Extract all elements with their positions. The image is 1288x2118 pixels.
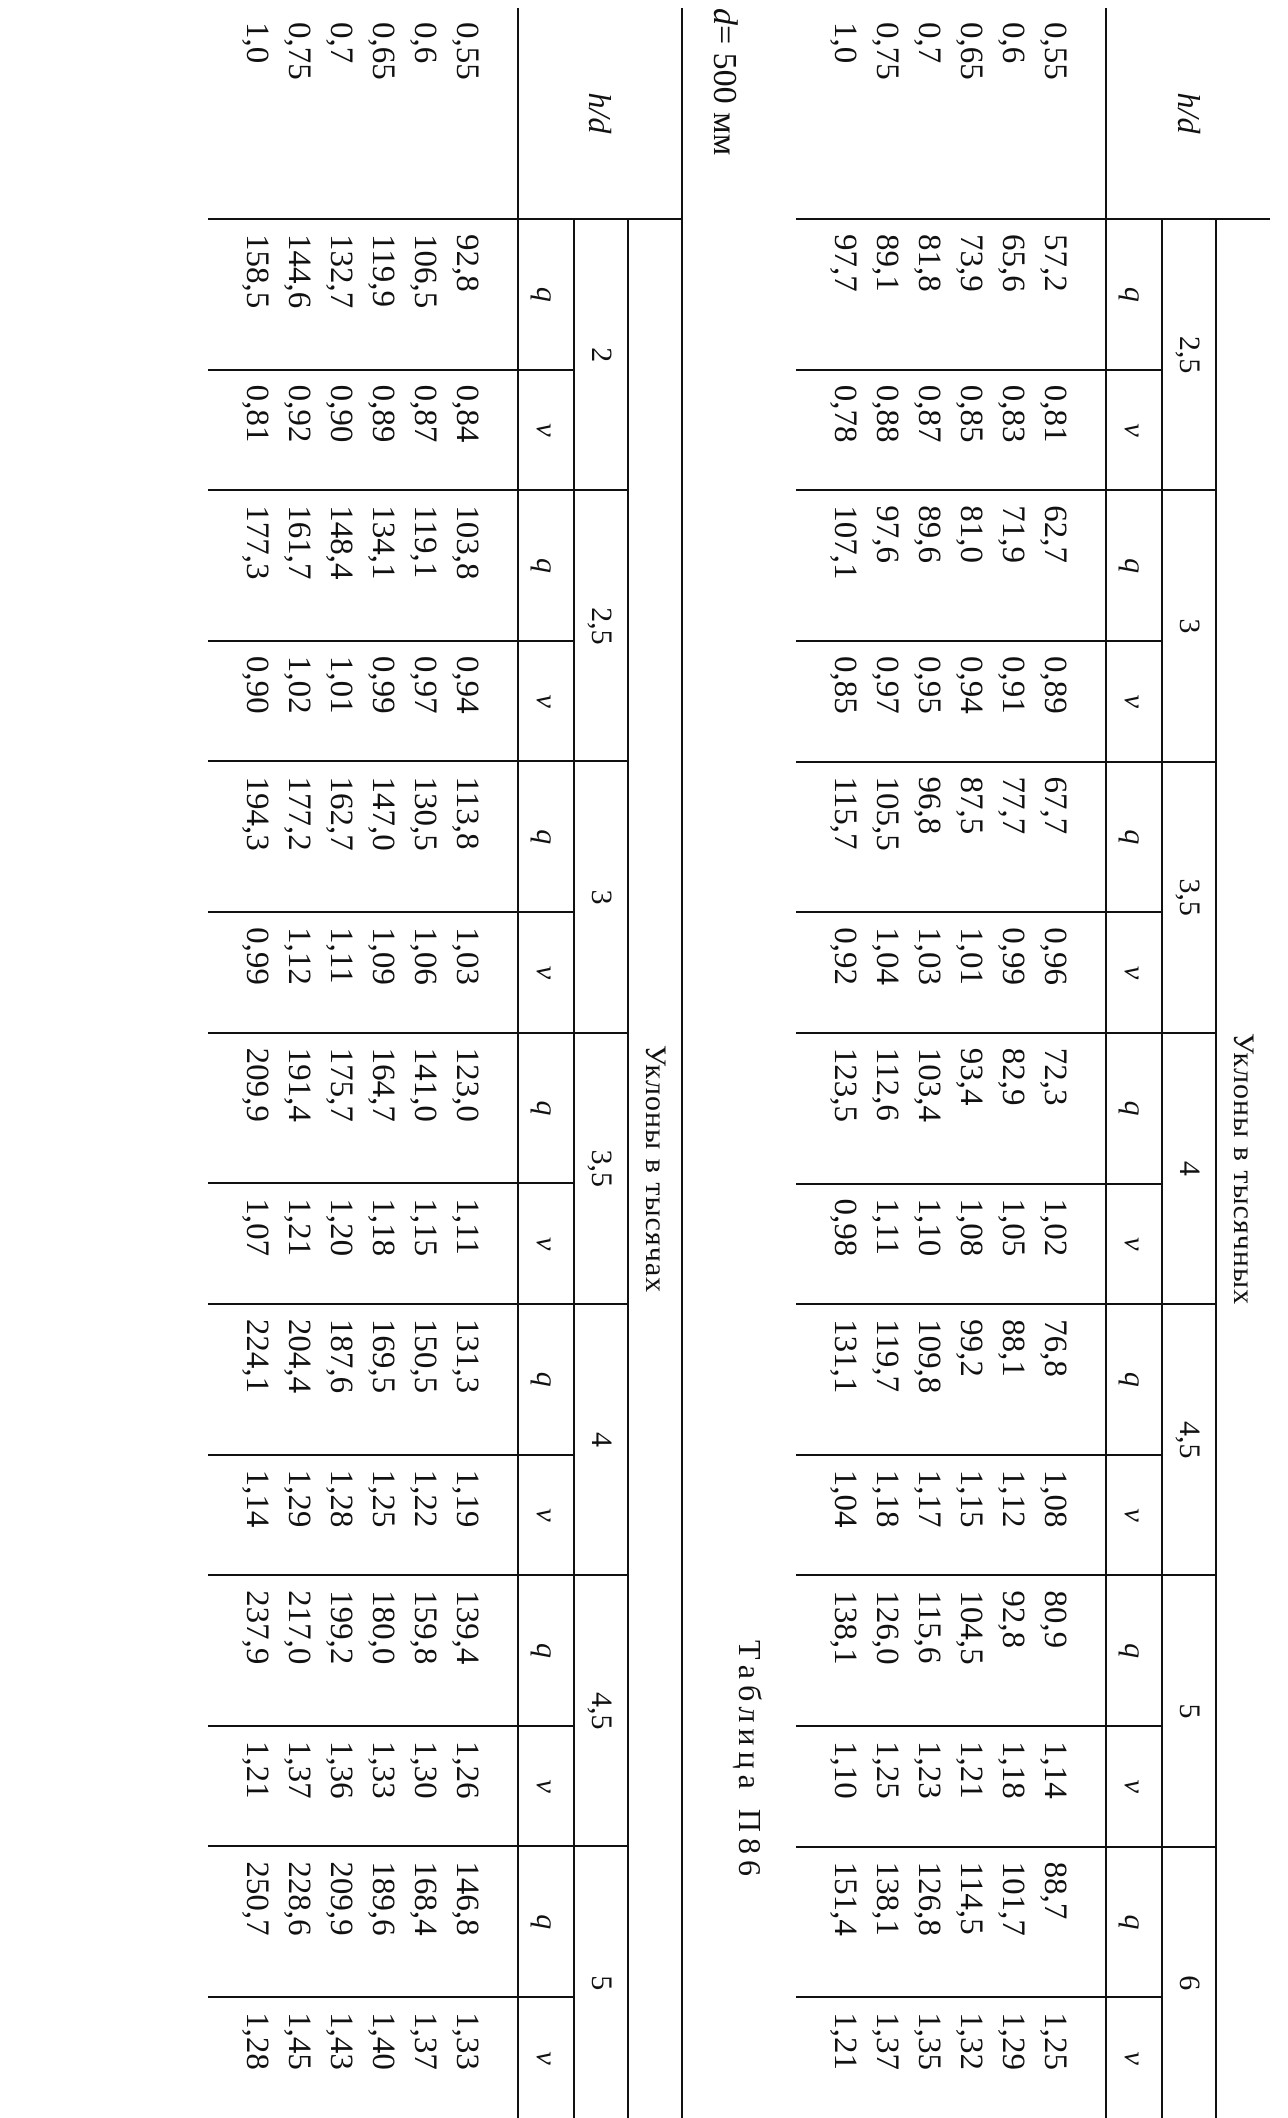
slope-header: 2,5 [1162,219,1216,490]
q-values: 123,0 141,0 164,7 175,7 191,4 209,9 [208,1033,518,1184]
v-values: 1,11 1,15 1,18 1,20 1,21 1,07 [208,1183,518,1304]
v-values: 0,81 0,83 0,85 0,87 0,88 0,78 [796,370,1106,491]
v-values: 0,94 0,97 0,99 1,01 1,02 0,90 [208,641,518,762]
q-header: q [518,761,574,912]
hd-values: 0,55 0,6 0,65 0,7 0,75 1,0 [239,22,486,80]
q-header: q [1106,1304,1162,1455]
q-values: 67,7 77,7 87,5 96,8 105,5 115,7 [796,762,1106,913]
v-values: 1,25 1,29 1,32 1,35 1,37 1,21 [796,1997,1106,2118]
slope-header: 4 [574,1304,628,1575]
q-header: q [518,1033,574,1184]
q-header: q [1106,1847,1162,1998]
q-header: q [1106,1033,1162,1184]
q-header: q [518,1575,574,1726]
q-values: 72,3 82,9 93,4 103,4 112,6 123,5 [796,1033,1106,1184]
v-header: v [518,1455,574,1576]
v-header: v [1106,1997,1162,2118]
slope-header: 4,5 [1162,1304,1216,1575]
v-header: v [1106,1184,1162,1305]
v-header: v [518,1183,574,1304]
hd-values: 0,55 0,6 0,65 0,7 0,75 1,0 [827,22,1074,80]
v-values: 0,96 0,99 1,01 1,03 1,04 0,92 [796,912,1106,1033]
q-values: 92,8 106,5 119,9 132,7 144,6 158,5 [208,219,518,370]
hd-column-header: h/d [1106,8,1270,219]
slope-group-header: Уклоны в тысячных [1216,219,1270,2118]
v-header: v [1106,912,1162,1033]
q-header: q [518,490,574,641]
v-header: v [518,912,574,1033]
q-values: 62,7 71,9 81,0 89,6 97,6 107,1 [796,490,1106,641]
v-header: v [1106,370,1162,491]
v-values: 1,03 1,06 1,09 1,11 1,12 0,99 [208,912,518,1033]
v-header: v [518,641,574,762]
v-values: 0,84 0,87 0,89 0,90 0,92 0,81 [208,370,518,491]
q-header: q [1106,1575,1162,1726]
q-values: 76,8 88,1 99,2 109,8 119,7 131,1 [796,1304,1106,1455]
slope-header: 3,5 [574,1033,628,1304]
slope-header: 4 [1162,1033,1216,1304]
slope-header: 4,5 [574,1575,628,1846]
v-values: 1,33 1,37 1,40 1,43 1,45 1,28 [208,1997,518,2118]
flow-table-1 [796,8,1270,2118]
diameter-symbol: d [706,8,743,25]
v-header: v [1106,1455,1162,1576]
q-header: q [518,1304,574,1455]
flow-table-2 [208,8,683,2118]
v-values: 1,08 1,12 1,15 1,17 1,18 1,04 [796,1455,1106,1576]
v-values: 1,14 1,18 1,21 1,23 1,25 1,10 [796,1726,1106,1847]
slope-group-header: Уклоны в тысячах [628,219,682,2118]
q-values: 57,2 65,6 73,9 81,8 89,1 97,7 [796,219,1106,370]
slope-header: 5 [1162,1575,1216,1846]
q-values: 113,8 130,5 147,0 162,7 177,2 194,3 [208,761,518,912]
q-header: q [1106,762,1162,913]
table-title: Таблица П86 [732,1640,768,1882]
slope-header: 3,5 [1162,762,1216,1033]
slope-header: 5 [574,1846,628,2118]
slope-header: 2,5 [574,490,628,761]
q-values: 146,8 168,4 189,6 209,9 228,6 250,7 [208,1846,518,1997]
q-header: q [1106,219,1162,370]
slope-header: 3 [1162,490,1216,761]
slope-header: 2 [574,219,628,490]
q-header: q [1106,490,1162,641]
q-values: 88,7 101,7 114,5 126,8 138,1 151,4 [796,1847,1106,1998]
v-values: 1,26 1,30 1,33 1,36 1,37 1,21 [208,1726,518,1847]
diameter-value: = 500 мм [706,25,743,156]
v-header: v [1106,641,1162,762]
v-values: 1,19 1,22 1,25 1,28 1,29 1,14 [208,1455,518,1576]
q-header: q [518,219,574,370]
v-header: v [1106,1726,1162,1847]
q-values: 139,4 159,8 180,0 199,2 217,0 237,9 [208,1575,518,1726]
q-values: 80,9 92,8 104,5 115,6 126,0 138,1 [796,1575,1106,1726]
v-header: v [518,370,574,491]
slope-header: 3 [574,761,628,1032]
v-header: v [518,1997,574,2118]
q-values: 103,8 119,1 134,1 148,4 161,7 177,3 [208,490,518,641]
v-header: v [518,1726,574,1847]
q-header: q [518,1846,574,1997]
diameter-label [705,8,743,155]
q-values: 131,3 150,5 169,5 187,6 204,4 224,1 [208,1304,518,1455]
slope-header: 6 [1162,1847,1216,2118]
hd-column-header: h/d [518,8,682,219]
v-values: 0,89 0,91 0,94 0,95 0,97 0,85 [796,641,1106,762]
v-values: 1,02 1,05 1,08 1,10 1,11 0,98 [796,1184,1106,1305]
